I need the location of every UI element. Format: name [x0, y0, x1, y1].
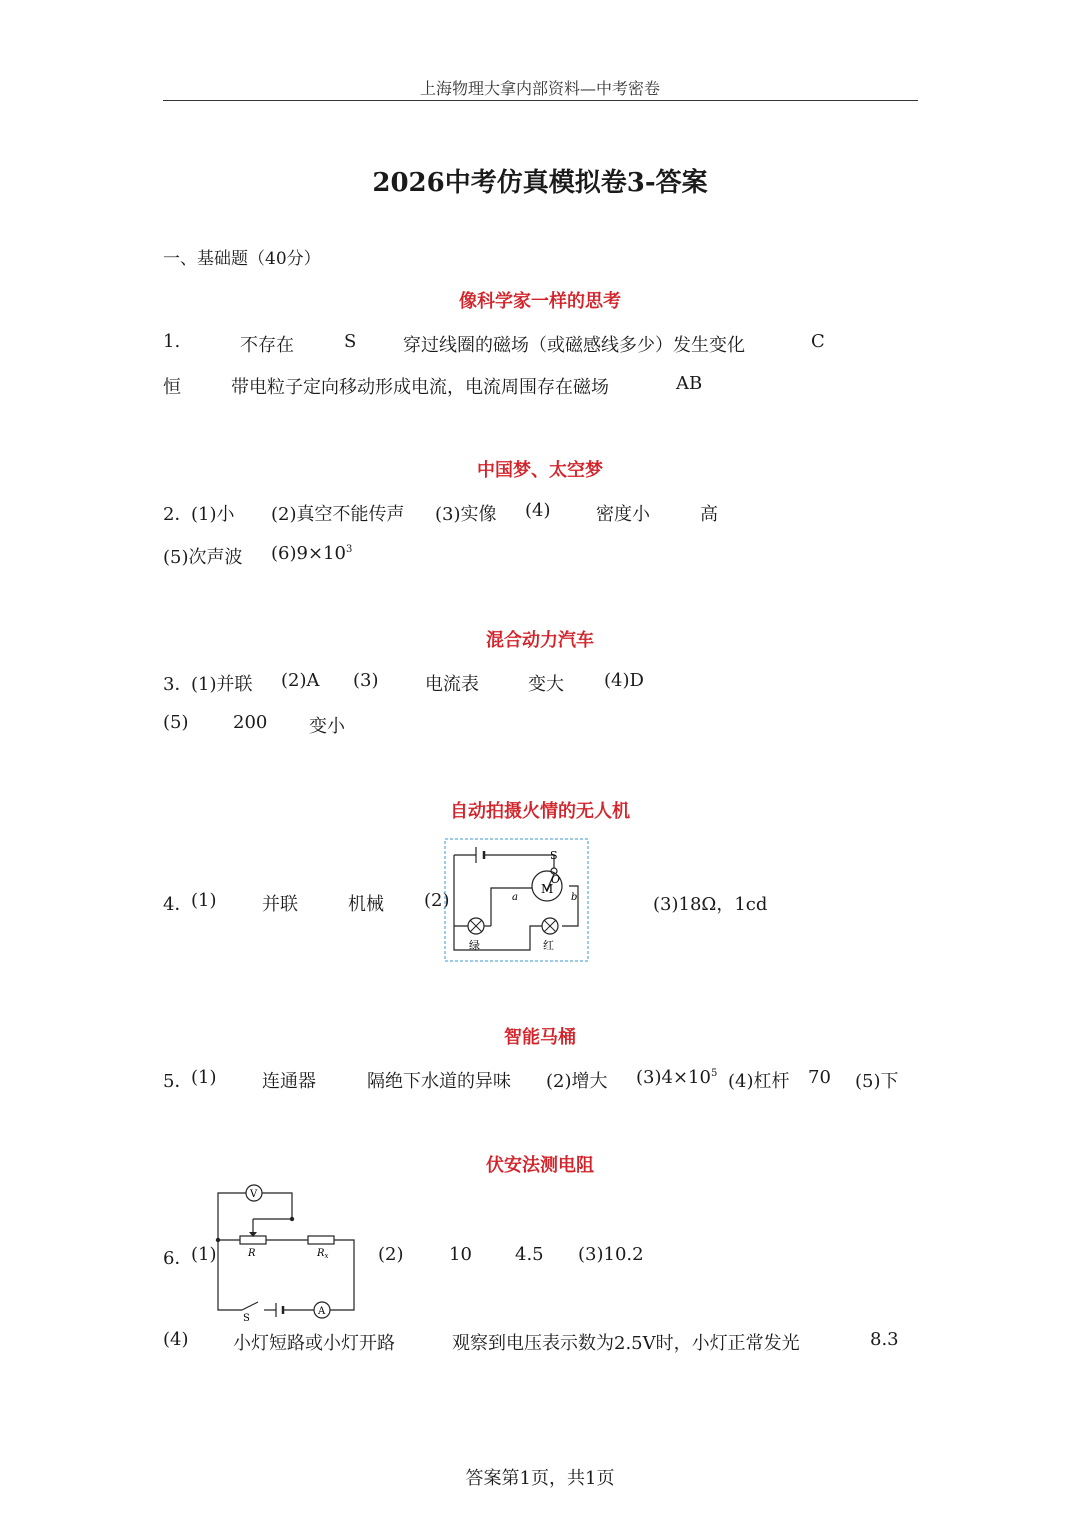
q5-answer-6: (4)杠杆 [728, 1071, 790, 1092]
q2-answer-3: (3)实像 [435, 504, 497, 525]
q3-answer-7: (5) [163, 712, 189, 733]
q2-answer-4: (4) [525, 500, 551, 521]
q2-answer-2: (2)真空不能传声 [271, 504, 405, 525]
q6-answer-6: (4) [163, 1329, 189, 1350]
q5-answer-5: $(3)4\times 10^5$ [636, 1067, 718, 1088]
q6-answer-9: 8.3 [870, 1329, 899, 1350]
q1-answer-1: 不存在 [240, 335, 294, 356]
q3-answer-4: 电流表 [425, 674, 479, 695]
section-label: 一、基础题（40分） [163, 249, 321, 269]
q6-number: 6． [163, 1248, 193, 1269]
q4-answer-3: 机械 [348, 894, 384, 915]
q6-answer-2: (2) [378, 1244, 404, 1265]
q2-answer-6: 高 [700, 504, 718, 525]
diagram-red-lamp-label: 红 [543, 939, 554, 952]
q3-answer-3: (3) [353, 670, 379, 691]
q3-number: 3． [163, 674, 193, 695]
q4-number: 4． [163, 894, 193, 915]
q1-number: 1. [163, 331, 181, 352]
q6-answer-4: 4.5 [515, 1244, 544, 1265]
q5-answer-1: (1) [191, 1067, 217, 1088]
q1-answer-5: 恒 [163, 377, 181, 398]
q6-answer-7: 小灯短路或小灯开路 [233, 1333, 395, 1354]
diagram-switch-label: S [243, 1313, 250, 1322]
q4-answer-2: 并联 [262, 894, 298, 915]
q3-answer-1: (1)并联 [191, 674, 253, 695]
diagram-switch-label: S [550, 849, 558, 862]
junction-left [216, 1238, 220, 1242]
page-footer: 答案第1页，共1页 [465, 1468, 615, 1489]
q3-answer-5: 变大 [528, 674, 564, 695]
diagram-ammeter-label: A [318, 1306, 326, 1317]
q3-answer-9: 变小 [309, 716, 345, 737]
q1-answer-6: 带电粒子定向移动形成电流，电流周围存在磁场 [231, 377, 609, 398]
page-header: 上海物理大拿内部资料—中考密卷 [419, 79, 660, 98]
q6-answer-3: 10 [449, 1244, 472, 1265]
q1-answer-4: C [811, 331, 825, 352]
q5-answer-4: (2)增大 [546, 1071, 608, 1092]
header-rule [163, 100, 918, 101]
q6-answer-5: (3)10.2 [578, 1244, 644, 1265]
q5-number: 5． [163, 1071, 193, 1092]
q4-answer-1: (1) [191, 890, 217, 911]
page-title: 2026中考仿真模拟卷3-答案 [372, 168, 708, 198]
diagram-b-label: b [571, 892, 578, 903]
q2-answer-1: (1)小 [191, 504, 235, 525]
q6-subtitle: 伏安法测电阻 [486, 1155, 594, 1176]
q6-answer-8: 观察到电压表示数为2.5V时，小灯正常发光 [452, 1333, 800, 1354]
q2-number: 2． [163, 504, 193, 525]
diagram-a-label: a [512, 892, 518, 903]
diagram-voltmeter-label: V [250, 1189, 258, 1200]
diagram-resistor-label: $R_x$ [317, 1248, 329, 1260]
q2-answer-8: $(6)9\times 10^3$ [271, 543, 353, 564]
diagram-green-lamp-label: 绿 [469, 939, 480, 952]
q3-subtitle: 混合动力汽车 [486, 630, 594, 651]
q5-answer-3: 隔绝下水道的异味 [367, 1071, 511, 1092]
q1-answer-2: S [344, 331, 357, 352]
q6-answer-1: (1) [191, 1244, 217, 1265]
q5-answer-8: (5)下 [855, 1071, 899, 1092]
diagram-motor-label: M [541, 882, 554, 896]
q1-answer-7: AB [676, 373, 703, 394]
q1-subtitle: 像科学家一样的思考 [459, 291, 621, 312]
q2-answer-5: 密度小 [596, 504, 650, 525]
q3-answer-2: (2)A [281, 670, 320, 691]
q3-answer-6: (4)D [604, 670, 644, 691]
q2-answer-7: (5)次声波 [163, 547, 243, 568]
q5-subtitle: 智能马桶 [504, 1027, 576, 1048]
q5-answer-7: 70 [808, 1067, 831, 1088]
q5-answer-2: 连通器 [262, 1071, 316, 1092]
diagram-pivot-label: O [551, 873, 561, 886]
q4-subtitle: 自动拍摄火情的无人机 [450, 801, 630, 822]
q4-answer-5: (3)18Ω，1cd [653, 894, 768, 915]
q6-circuit-diagram [212, 1182, 362, 1322]
q2-subtitle: 中国梦、太空梦 [477, 460, 603, 481]
junction-right [290, 1217, 294, 1221]
q4-answer-4: (2) [424, 890, 450, 911]
q3-answer-8: 200 [233, 712, 268, 733]
diagram-rheostat-label: R [248, 1248, 256, 1259]
q4-circuit-diagram [444, 838, 590, 964]
q1-answer-3: 穿过线圈的磁场（或磁感线多少）发生变化 [403, 335, 745, 356]
